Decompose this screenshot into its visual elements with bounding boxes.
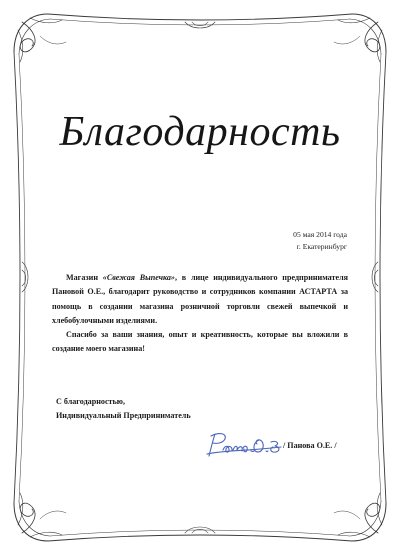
paragraph-prefix: Магазин — [66, 273, 103, 282]
letter-body — [52, 271, 348, 357]
shop-name: «Свежая Выпечка» — [102, 273, 175, 282]
date-and-place — [293, 229, 347, 252]
letter-heading: Благодарность — [59, 109, 341, 155]
signature-row — [205, 430, 365, 460]
letter-date: 05 мая 2014 года — [293, 230, 347, 239]
paragraph-rest: , в лице индивидуального предпринимателя Пановой О.Е., благодарит руководство и сотрудников компании АСТАРТА за помощь в создании магазина розничной торговли свежей выпечкой и хлебобулочными изделиями. — [52, 273, 348, 325]
signer-title: Индивидуальный Предприниматель — [56, 411, 191, 421]
closing-block — [56, 395, 191, 424]
paragraph-thanks: Спасибо за ваши знания, опыт и креативность, которые вы вложили в создание моего магазина! — [52, 330, 348, 354]
letter-city: г. Екатеринбург — [296, 241, 347, 251]
paragraph-gratitude — [52, 271, 348, 328]
closing-line: С благодарностью, — [56, 397, 125, 406]
signer-name: / Панова О.Е. / — [283, 441, 337, 450]
handwritten-signature — [205, 430, 285, 460]
